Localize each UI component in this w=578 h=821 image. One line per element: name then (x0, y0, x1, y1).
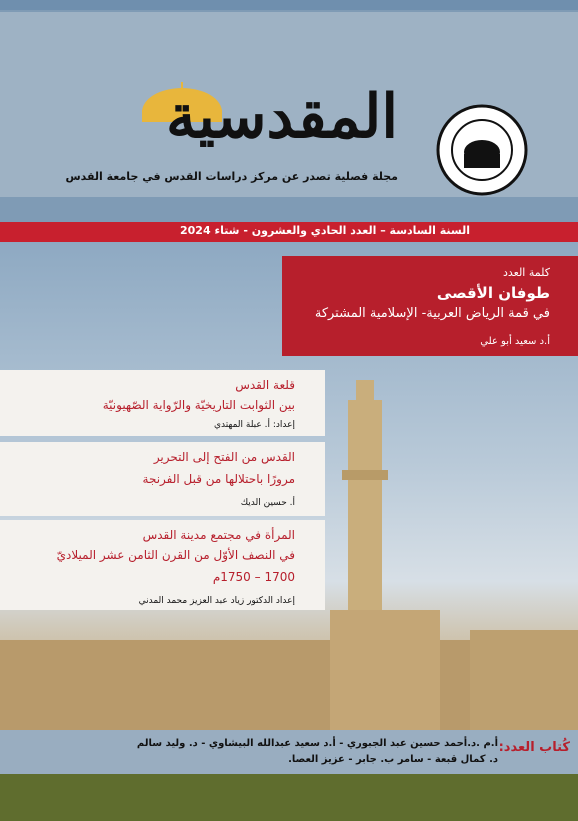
editorial-box[interactable] (282, 256, 578, 356)
magazine-subtitle: مجلة فصلية تصدر عن مركز دراسات القدس في جامعة القدس (65, 170, 398, 183)
article-card[interactable] (0, 370, 325, 436)
article-author: أ. حسين الديك (240, 498, 295, 508)
article-card[interactable] (0, 442, 325, 516)
editorial-title: طوفان الأقصى (436, 284, 550, 302)
editorial-label: كلمة العدد (502, 266, 550, 279)
article-title: المرأة في مجتمع مدينة القدس (142, 528, 295, 542)
top-band (0, 0, 578, 10)
article-author: إعداد: أ. عبلة المهتدي (213, 420, 295, 430)
magazine-title: المقدسية (165, 82, 398, 152)
trees-image (0, 774, 578, 821)
article-title: قلعة القدس (235, 378, 295, 392)
issue-bar (0, 222, 578, 242)
editorial-subtitle: في قمة الرياض العربية- الإسلامية المشتركة (314, 306, 550, 321)
article-subtitle: في النصف الأوّل من القرن الثامن عشر الميلاديّ (56, 548, 295, 562)
authors-band (0, 730, 578, 774)
article-subtitle: مرورًا باحتلالها من قبل الفرنجة (142, 472, 295, 486)
authors-line: د. كمال قبعة - سامر ب. جابر - عزيز العصا. (288, 754, 498, 765)
university-seal-icon (436, 104, 528, 196)
issue-info: السنة السادسة – العدد الحادي والعشرون - شتاء 2024 (179, 224, 470, 237)
article-card[interactable] (0, 520, 325, 610)
article-subtitle-years: 1700 – 1750م (212, 570, 295, 584)
authors-line: أ.م .د.أحمد حسين عبد الجبوري - أ.د سعيد عبدالله البيشاوي - د. وليد سالم (136, 738, 498, 749)
authors-label: كُتاب العدد: (498, 740, 570, 755)
article-title: القدس من الفتح إلى التحرير (153, 450, 295, 464)
editorial-author: أ.د سعيد أبو علي (480, 336, 550, 347)
article-subtitle: بين الثوابت التاريخيّة والرّواية الصّهيونيّة (102, 398, 295, 412)
article-author: إعداد الدكتور زياد عبد العزيز محمد المدني (138, 596, 295, 606)
